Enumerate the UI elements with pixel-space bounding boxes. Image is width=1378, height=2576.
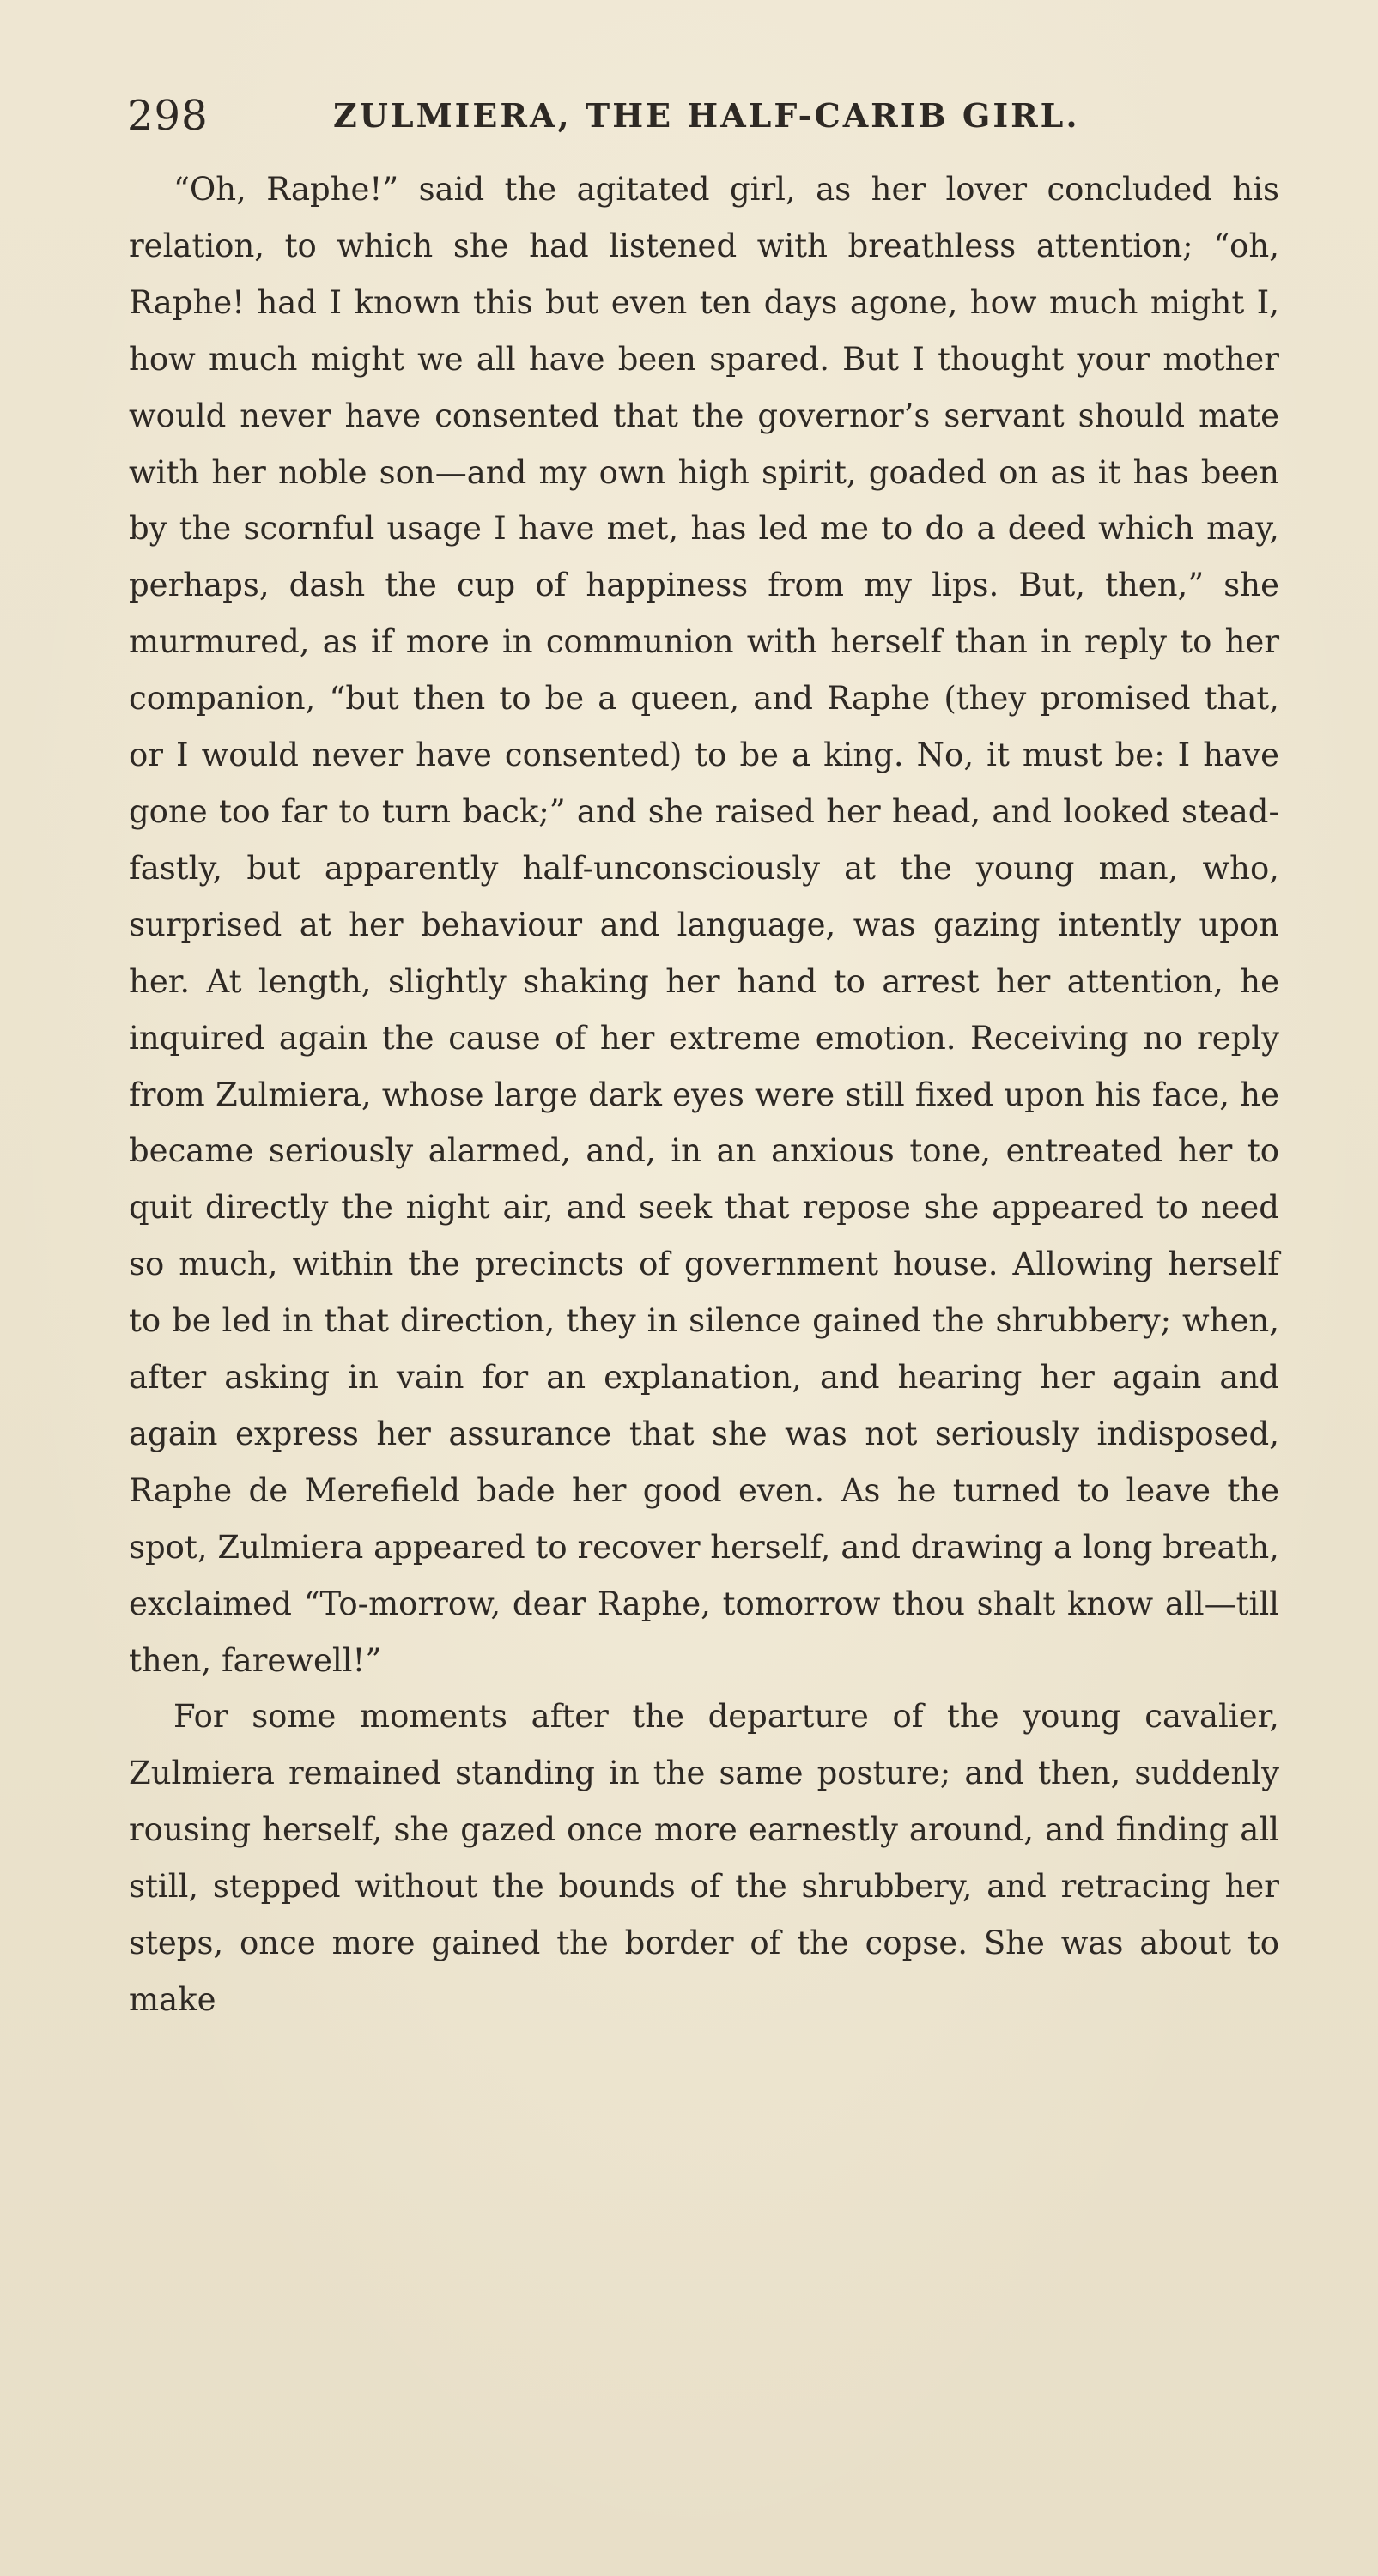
running-title: ZULMIERA, THE HALF-CARIB GIRL. — [333, 96, 1080, 135]
page-number: 298 — [127, 92, 209, 140]
paragraph-1: “Oh, Raphe!” said the agitated girl, as her lover concluded his relation, to which she had listened with breathless attention; “oh, Raphe! had I known this but even ten days agone, how much might I, how much might we all have been spared. But I thought your mother would never have consented that the governor’s servant should mate with her noble son—and my own high spirit, goaded on as it has been by the scornful usage I have met, has led me to do a deed which may, perhaps, dash the cup of happiness from my lips. But, then,” she murmured, as if more in communion with herself than in reply to her companion, “but then to be a queen, and Raphe (they promised that, or I would never have consented) to be a king. No, it must be: I have gone too far to turn back;” and she raised her head, and looked steadfastly, but apparently half-unconsciously at the young man, who, surprised at her behaviour and language, was gazing intently upon her. At length, slightly shaking her hand to arrest her attention, he inquired again the cause of her extreme emotion. Receiving no reply from Zulmiera, whose large dark eyes were still fixed upon his face, he became seriously alarmed, and, in an anxious tone, entreated her to quit directly the night air, and seek that repose she appeared to need so much, within the precincts of government house. Allowing herself to be led in that direction, they in silence gained the shrubbery; when, after asking in vain for an explanation, and hearing her again and again express her assurance that she was not seriously indisposed, Raphe de Merefield bade her good even. As he turned to leave the spot, Zulmiera appeared to recover herself, and drawing a long breath, exclaimed “To-morrow, dear Raphe, tomorrow thou shalt know all—till then, farewell!” — [129, 171, 1279, 1679]
paragraph-2: For some moments after the departure of the young cavalier, Zulmiera remained standing in the same posture; and then, suddenly rousing herself, she gazed once more earnestly around, and finding all still, stepped without the bounds of the shrubbery, and retracing her steps, once more gained the border of the copse. She was about to make — [129, 1698, 1279, 2018]
running-head — [127, 86, 1329, 146]
body-text — [129, 161, 1279, 2028]
